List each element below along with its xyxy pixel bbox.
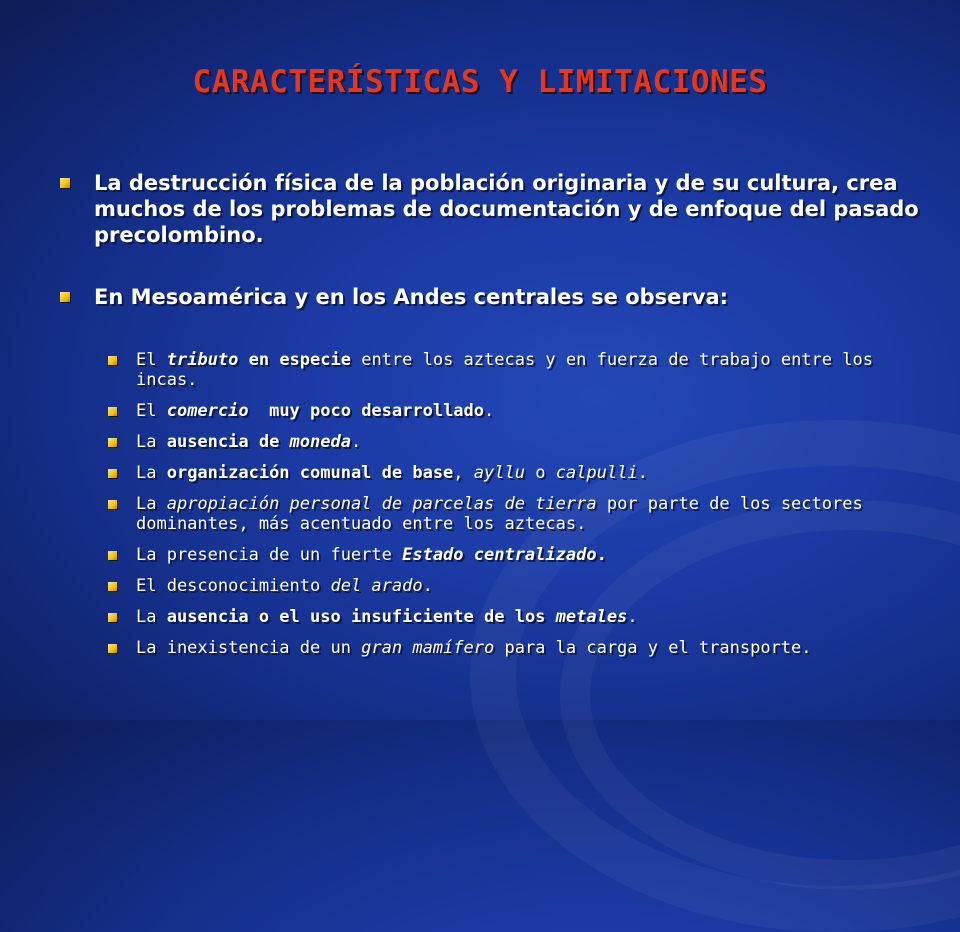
emphasis: del arado [330,576,423,596]
text: . [422,576,433,596]
emphasis: muy poco desarrollado [248,401,485,421]
sub-item-estado [60,545,900,565]
square-bullet-icon [108,469,117,478]
emphasis: moneda [289,432,351,452]
text: , [453,463,474,483]
text: La [136,432,167,452]
emphasis: ayllu [473,463,525,483]
sub-item-apropiacion [60,494,900,534]
text: . [350,432,362,452]
sub-bullet-list [60,350,900,669]
square-bullet-icon [108,500,117,509]
square-bullet-icon [108,644,117,653]
sub-item-moneda [60,432,900,452]
sub-item-metales [60,607,900,627]
sub-item-comercio [60,401,900,421]
square-bullet-icon [108,356,117,365]
text: . [637,463,648,483]
square-bullet-icon [108,407,117,416]
text: La inexistencia de un [136,638,362,658]
slide-title: CARACTERÍSTICAS Y LIMITACIONES [192,64,768,100]
text: entre los aztecas y en fuerza de trabajo entre los incas. [136,350,873,390]
sub-item-arado [60,576,900,596]
text: La presencia de un fuerte [136,545,403,565]
bullet-text: En Mesoamérica y en los Andes centrales se observa: [94,285,729,309]
square-bullet-icon [108,551,117,560]
text: . [627,607,638,627]
emphasis: tributo [166,350,239,370]
text: El desconocimiento [136,576,331,596]
emphasis: ausencia o el uso insuficiente de los [166,607,556,627]
text: El [136,401,167,421]
text: El [136,350,167,370]
bullet-destruccion [60,170,920,248]
text: La [136,463,167,483]
emphasis: calpulli [555,463,638,483]
main-bullet-list [60,170,920,310]
emphasis: metales [555,607,628,627]
square-bullet-icon [60,292,70,302]
emphasis: comercio [166,401,249,421]
text: . [596,545,607,565]
square-bullet-icon [60,178,70,188]
text: La [136,494,167,514]
sub-item-organizacion [60,463,900,483]
emphasis: apropiación personal de parcelas de tierra [166,494,597,514]
sub-item-tributo [60,350,900,390]
emphasis: Estado centralizado [402,545,597,565]
square-bullet-icon [108,582,117,591]
text: por parte de los sectores dominantes, más acentuado entre los aztecas. [136,494,863,534]
text: o [524,463,556,483]
emphasis: organización comunal de base [166,463,454,483]
bullet-mesoamerica [60,284,920,310]
text: La [136,607,167,627]
emphasis: en especie [238,350,351,370]
emphasis: gran mamífero [361,638,495,658]
text: para la carga y el transporte. [494,638,812,658]
text: . [484,401,495,421]
bullet-text: La destrucción física de la población originaria y de su cultura, crea muchos de los problemas de documentación y de enfoque del pasado precolombino. [94,171,919,247]
square-bullet-icon [108,438,117,447]
sub-item-mamifero [60,638,900,658]
emphasis: ausencia de [166,432,290,452]
square-bullet-icon [108,613,117,622]
